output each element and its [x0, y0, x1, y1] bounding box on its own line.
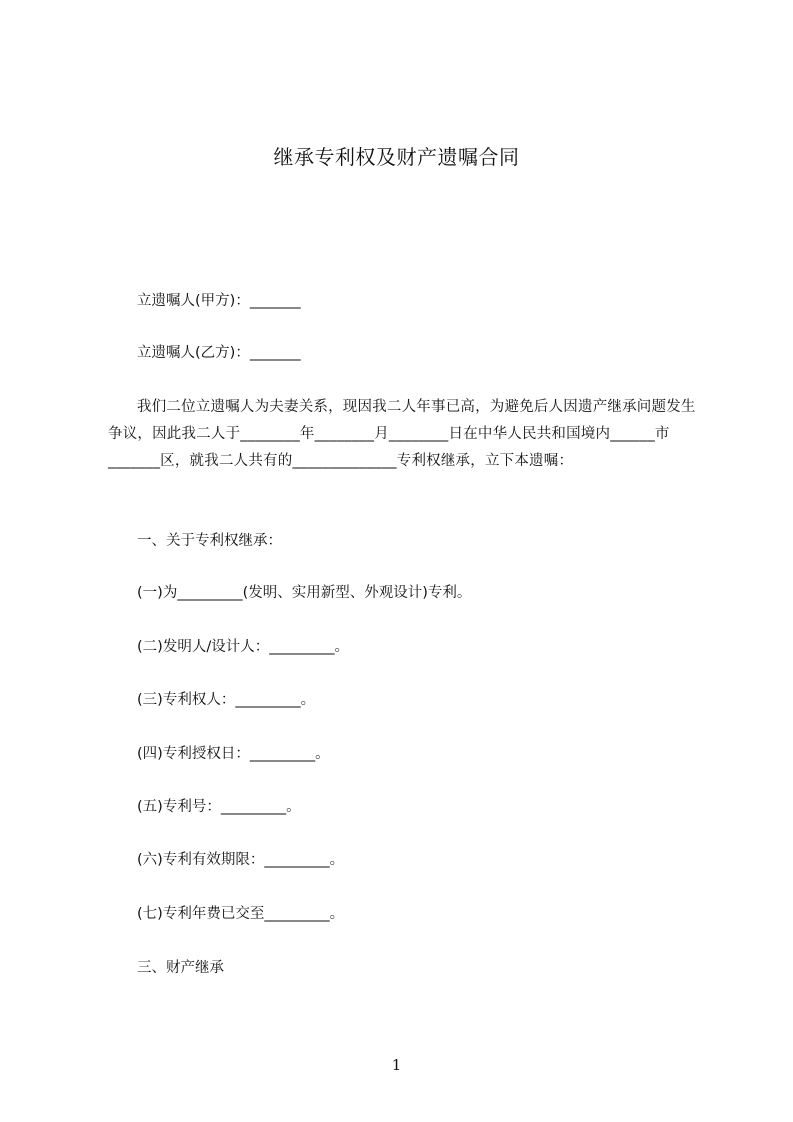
inventor-item: (二)发明人/设计人：_________。 — [137, 639, 349, 655]
patent-type-item: (一)为_________(发明、实用新型、外观设计)专利。 — [137, 585, 472, 601]
party-b-line: 立遗嘱人(乙方)：_______ — [137, 345, 301, 361]
annual-fee-item: (七)专利年费已交至_________。 — [137, 906, 345, 922]
party-a-line: 立遗嘱人(甲方)：_______ — [137, 293, 301, 309]
grant-date-item: (四)专利授权日：_________。 — [137, 746, 330, 762]
section1-heading: 一、关于专利权继承： — [137, 533, 282, 549]
intro-paragraph: 我们二位立遗嘱人为夫妻关系，现因我二人年事已高，为避免后人因遗产继承问题发生争议，因此我二人于________年________月________日在中华人民共和国境内______市_______区，就我二人共有的______________专利权继承，立下本遗嘱： — [108, 399, 696, 469]
section3-heading: 三、财产继承 — [137, 960, 224, 976]
validity-period-item: (六)专利有效期限：_________。 — [137, 852, 345, 868]
patentee-item: (三)专利权人：_________。 — [137, 692, 316, 708]
patent-number-item: (五)专利号：_________。 — [137, 799, 301, 815]
document-title: 继承专利权及财产遗嘱合同 — [273, 145, 520, 169]
page-number: 1 — [391, 1056, 402, 1074]
